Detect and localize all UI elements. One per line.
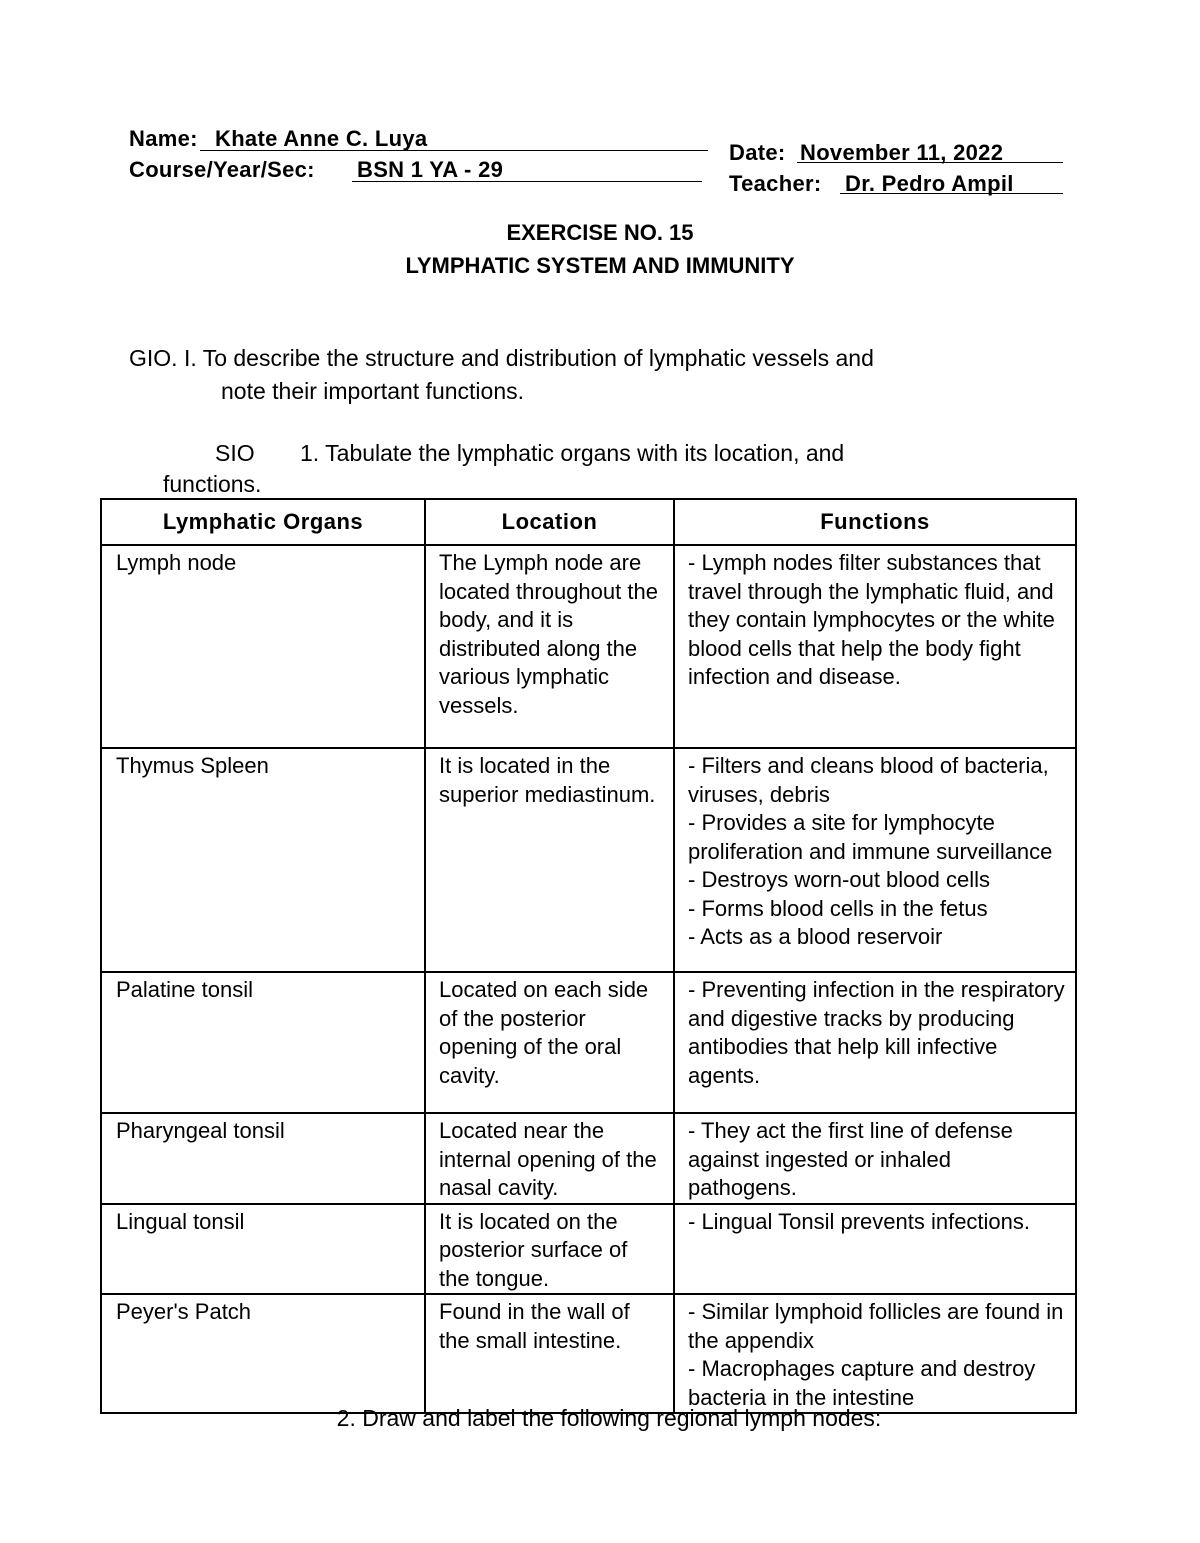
function-item: - Macrophages capture and destroy bacteria in the intestine — [688, 1356, 1036, 1410]
function-item: - Provides a site for lymphocyte proliferation and immune surveillance — [688, 810, 1053, 864]
location-cell: Located near the internal opening of the nasal cavity. — [425, 1113, 674, 1204]
sio-label: SIO — [215, 440, 255, 466]
function-item: - Lymph nodes filter substances that travel through the lymphatic fluid, and they contain lymphocytes or the white blood cells that help the body fight infection and disease. — [688, 550, 1055, 689]
location-cell: Located on each side of the posterior opening of the oral cavity. — [425, 972, 674, 1113]
subject-title: LYMPHATIC SYSTEM AND IMMUNITY — [405, 253, 795, 278]
exercise-title: EXERCISE NO. 15 — [506, 220, 694, 245]
date-underline — [797, 162, 1063, 163]
function-item: - Similar lymphoid follicles are found in the appendix — [688, 1299, 1064, 1353]
organ-cell: Thymus Spleen — [101, 748, 425, 972]
table-row — [101, 1204, 1076, 1295]
location-cell: Found in the wall of the small intestine. — [425, 1294, 674, 1413]
teacher-label: Teacher: — [729, 171, 822, 196]
header-location: Location — [425, 499, 674, 545]
header-lymphatic-organs: Lymphatic Organs — [101, 499, 425, 545]
lymphatic-organs-table — [100, 498, 1077, 1414]
function-item: - Destroys worn-out blood cells — [688, 867, 991, 892]
location-cell: The Lymph node are located throughout the body, and it is distributed along the various lymphatic vessels. — [425, 545, 674, 748]
functions-cell — [674, 972, 1076, 1113]
table-row — [101, 748, 1076, 972]
function-item: - They act the first line of defense against ingested or inhaled pathogens. — [688, 1118, 1013, 1200]
course-underline — [352, 181, 702, 182]
gio-line-2: note their important functions. — [221, 378, 524, 404]
date-label: Date: — [729, 140, 786, 165]
date-value: November 11, 2022 — [800, 140, 1004, 165]
draw-instruction: 2. Draw and label the following regional lymph nodes: — [336, 1405, 882, 1431]
location-cell: It is located on the posterior surface of the tongue. — [425, 1204, 674, 1295]
function-item: - Filters and cleans blood of bacteria, viruses, debris — [688, 753, 1049, 807]
table-row — [101, 1294, 1076, 1413]
sio-line-2: functions. — [163, 471, 262, 497]
header-functions: Functions — [674, 499, 1076, 545]
organ-cell: Peyer's Patch — [101, 1294, 425, 1413]
name-underline — [200, 150, 708, 151]
organ-cell: Lingual tonsil — [101, 1204, 425, 1295]
functions-cell — [674, 1204, 1076, 1295]
course-label: Course/Year/Sec: — [129, 157, 315, 182]
course-value: BSN 1 YA - 29 — [357, 157, 504, 182]
function-item: - Acts as a blood reservoir — [688, 924, 943, 949]
gio-line-1: GIO. I. To describe the structure and distribution of lymphatic vessels and — [129, 345, 874, 371]
function-item: - Lingual Tonsil prevents infections. — [688, 1208, 1031, 1234]
name-label: Name: — [129, 126, 198, 151]
table-row — [101, 1113, 1076, 1204]
table-row — [101, 545, 1076, 748]
functions-cell — [674, 1113, 1076, 1204]
function-item: - Preventing infection in the respiratory and digestive tracks by producing antibodies that help kill infective agents. — [688, 977, 1065, 1088]
name-value: Khate Anne C. Luya — [215, 126, 428, 151]
teacher-underline — [840, 193, 1063, 194]
organ-cell: Pharyngeal tonsil — [101, 1113, 425, 1204]
functions-cell — [674, 748, 1076, 972]
functions-cell — [674, 545, 1076, 748]
table-header-row — [101, 499, 1076, 545]
function-item: - Forms blood cells in the fetus — [688, 895, 988, 921]
table-row — [101, 972, 1076, 1113]
functions-cell — [674, 1294, 1076, 1413]
location-cell: It is located in the superior mediastinum. — [425, 748, 674, 972]
organ-cell: Palatine tonsil — [101, 972, 425, 1113]
teacher-value: Dr. Pedro Ampil — [845, 171, 1014, 196]
organ-cell: Lymph node — [101, 545, 425, 748]
sio-line-1: 1. Tabulate the lymphatic organs with its location, and — [300, 440, 845, 466]
